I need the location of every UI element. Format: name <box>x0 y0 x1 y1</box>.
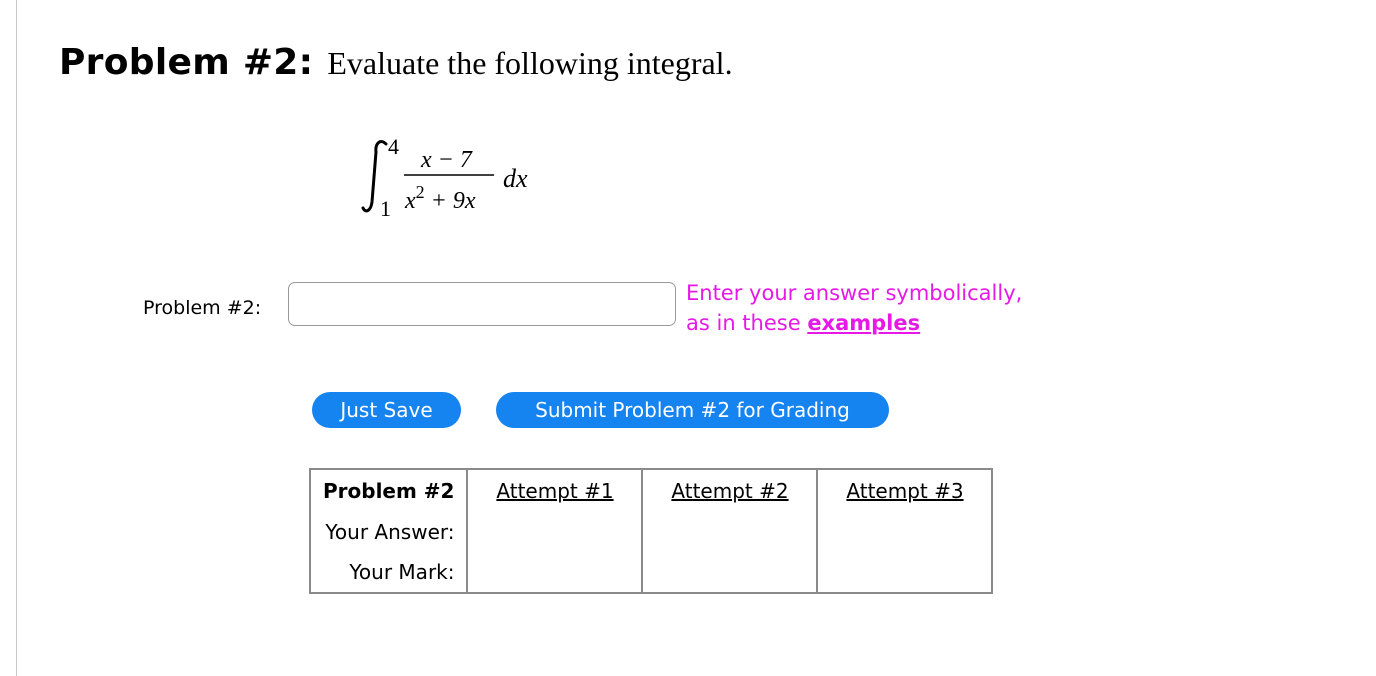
your-mark-label: Your Mark: <box>349 560 455 584</box>
your-answer-row <box>310 511 992 552</box>
submit-for-grading-button[interactable]: Submit Problem #2 for Grading <box>496 392 889 428</box>
attempt-1-mark-cell <box>467 552 642 593</box>
attempt-3-answer-cell <box>817 511 992 552</box>
fraction-denominator <box>404 182 476 214</box>
your-answer-label: Your Answer: <box>325 519 455 544</box>
just-save-button[interactable]: Just Save <box>312 392 461 428</box>
attempt-3-header <box>817 469 992 511</box>
attempt-1-answer-cell <box>467 511 642 552</box>
problem-label: Problem #2: <box>59 42 314 83</box>
hint-line-2-prefix: as in these <box>686 311 808 335</box>
your-mark-row <box>310 552 992 593</box>
problem-heading <box>59 42 733 83</box>
attempt-3-mark-cell <box>817 552 992 593</box>
attempt-1-link[interactable]: Attempt #1 <box>496 478 614 503</box>
answer-label: Problem #2: <box>143 297 262 319</box>
answer-hint <box>686 278 1022 338</box>
integral-differential: dx <box>503 164 528 193</box>
attempts-table <box>309 468 993 594</box>
attempt-2-link[interactable]: Attempt #2 <box>671 478 789 503</box>
integral-lower-limit: 1 <box>380 196 391 221</box>
hint-line-1: Enter your answer symbolically, <box>686 281 1023 305</box>
attempt-2-answer-cell <box>642 511 817 552</box>
attempts-header-row <box>310 469 992 511</box>
examples-link[interactable]: examples <box>807 311 921 335</box>
integral-expression <box>360 130 560 230</box>
hint-line-2 <box>686 308 1022 338</box>
answer-input[interactable] <box>288 282 676 326</box>
attempt-2-mark-cell <box>642 552 817 593</box>
problem-instruction: Evaluate the following integral. <box>327 45 733 81</box>
attempts-table-title: Problem #2 <box>323 478 455 503</box>
denominator-rest: + 9x <box>424 188 476 214</box>
denominator-base: x <box>405 188 416 214</box>
attempt-2-header <box>642 469 817 511</box>
page-left-border <box>16 0 17 676</box>
attempt-3-link[interactable]: Attempt #3 <box>846 478 964 503</box>
integral-upper-limit: 4 <box>388 134 399 159</box>
fraction-numerator: x − 7 <box>421 147 472 173</box>
attempt-1-header <box>467 469 642 511</box>
denominator-exponent: 2 <box>415 182 425 202</box>
